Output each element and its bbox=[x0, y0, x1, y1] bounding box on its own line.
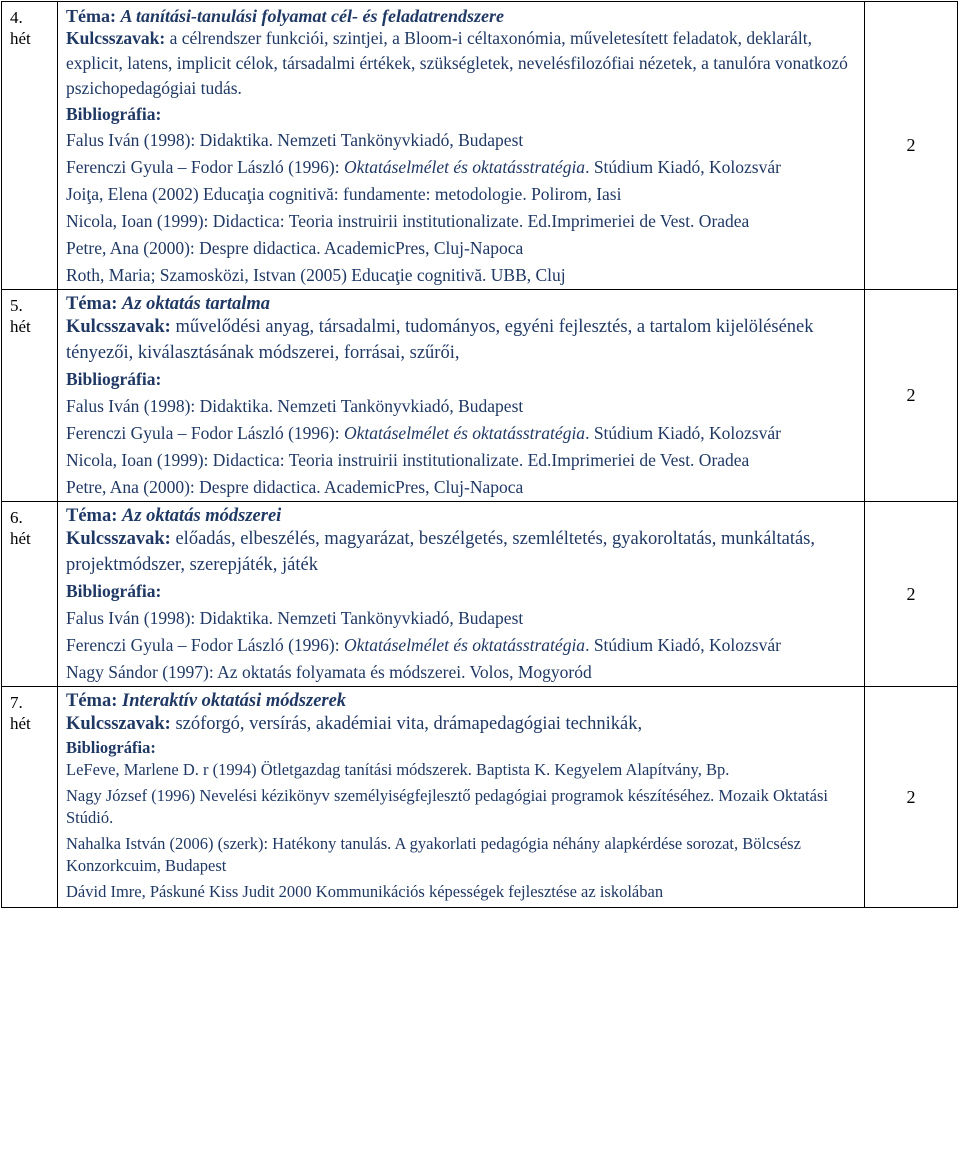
bibliography-entry-pre: Roth, Maria; Szamosközi, Istvan (2005) Educaţie cognitivă. UBB, Cluj bbox=[66, 265, 566, 285]
bibliography-entry bbox=[66, 605, 864, 632]
bibliography-label: Bibliográfia: bbox=[66, 104, 162, 124]
bibliography-block bbox=[66, 366, 864, 501]
hours-value: 2 bbox=[906, 583, 916, 604]
week-unit: hét bbox=[10, 29, 31, 48]
bibliography-entry bbox=[66, 154, 864, 180]
bibliography-entry-pre: Dávid Imre, Páskuné Kiss Judit 2000 Kommunikációs képességek fejlesztése az iskolában bbox=[66, 882, 664, 901]
keywords-block bbox=[66, 314, 864, 366]
topic-label: Téma: bbox=[66, 691, 118, 711]
topic-label: Téma: bbox=[66, 506, 118, 526]
bibliography-entry-pre: LeFeve, Marlene D. r (1994) Ötletgazdag tanítási módszerek. Baptista K. Kegyelem Alapítvány, Bp. bbox=[66, 760, 730, 779]
syllabus-row bbox=[2, 2, 958, 290]
bibliography-entry-post: . Stúdium Kiadó, Kolozsvár bbox=[585, 635, 781, 655]
bibliography-entry-pre: Falus Iván (1998): Didaktika. Nemzeti Tankönyvkiadó, Budapest bbox=[66, 608, 524, 628]
syllabus-row bbox=[2, 502, 958, 687]
keywords-label: Kulcsszavak: bbox=[66, 529, 171, 549]
week-unit: hét bbox=[10, 714, 31, 733]
topic-line bbox=[66, 506, 864, 526]
keywords-text: művelődési anyag, társadalmi, tudományos, egyéni fejlesztés, a tartalom kijelölésének tényezői, kiválasztásának módszerei, forrásai, szűrői, bbox=[66, 317, 814, 363]
keywords-block bbox=[66, 26, 864, 101]
keywords-block bbox=[66, 526, 864, 578]
bibliography-entry bbox=[66, 208, 864, 234]
bibliography-entry-pre: Joiţa, Elena (2002) Educaţia cognitivă: fundamente: metodologie. Polirom, Iasi bbox=[66, 184, 622, 204]
bibliography-list bbox=[66, 393, 864, 501]
week-number: 4. bbox=[10, 8, 23, 27]
keywords-block bbox=[66, 711, 864, 737]
bibliography-label: Bibliográfia: bbox=[66, 581, 162, 601]
hours-cell bbox=[865, 2, 958, 290]
topic-label: Téma: bbox=[66, 294, 118, 314]
bibliography-entry bbox=[66, 127, 864, 153]
week-cell bbox=[2, 290, 58, 502]
hours-cell bbox=[865, 687, 958, 908]
keywords-label: Kulcsszavak: bbox=[66, 28, 166, 48]
week-number: 7. bbox=[10, 693, 23, 712]
week-cell bbox=[2, 502, 58, 687]
bibliography-block bbox=[66, 101, 864, 288]
bibliography-entry-pre: Nagy József (1996) Nevelési kézikönyv személyiségfejlesztő pedagógiai programok készítéséhez. Mozaik Oktatási Stúdió. bbox=[66, 786, 828, 827]
bibliography-entry bbox=[66, 393, 864, 420]
syllabus-row bbox=[2, 290, 958, 502]
topic-title: Az oktatás módszerei bbox=[122, 506, 282, 526]
bibliography-entry-pre: Nicola, Ioan (1999): Didactica: Teoria instruirii institutionalizate. Ed.Imprimeriei de Vest. Oradea bbox=[66, 211, 750, 231]
hours-value: 2 bbox=[906, 385, 916, 405]
bibliography-entry bbox=[66, 833, 864, 877]
bibliography-entry bbox=[66, 420, 864, 447]
bibliography-entry-italic: Oktatáselmélet és oktatásstratégia bbox=[343, 635, 586, 655]
bibliography-entry-pre: Nicola, Ioan (1999): Didactica: Teoria instruirii institutionalizate. Ed.Imprimeriei de Vest. Oradea bbox=[66, 450, 750, 470]
topic-title: Az oktatás tartalma bbox=[122, 294, 271, 314]
hours-cell bbox=[865, 502, 958, 687]
content-cell bbox=[58, 687, 865, 908]
hours-cell bbox=[865, 290, 958, 502]
keywords-text: a célrendszer funkciói, szintjei, a Bloom-i céltaxonómia, műveletesített feladatok, deklarált, explicit, latens, implicit célok, társadalmi értékek, szükségletek, nevelésfilozófiai nézetek, a tanulóra vonatkozó pszichopedagógiai tudás. bbox=[66, 28, 848, 98]
week-unit: hét bbox=[10, 529, 31, 548]
bibliography-block bbox=[66, 578, 864, 686]
syllabus-table bbox=[1, 1, 958, 908]
hours-value: 2 bbox=[906, 786, 916, 807]
week-cell bbox=[2, 2, 58, 290]
bibliography-entry bbox=[66, 262, 864, 288]
bibliography-entry-post: . Stúdium Kiadó, Kolozsvár bbox=[585, 157, 781, 177]
bibliography-entry bbox=[66, 785, 864, 829]
bibliography-entry-pre: Ferenczi Gyula – Fodor László (1996): bbox=[66, 157, 344, 177]
bibliography-entry-italic: Oktatáselmélet és oktatásstratégia bbox=[343, 157, 586, 177]
syllabus-table-body bbox=[2, 2, 958, 908]
bibliography-entry bbox=[66, 881, 864, 903]
topic-line bbox=[66, 691, 864, 711]
week-cell bbox=[2, 687, 58, 908]
bibliography-entry bbox=[66, 659, 864, 686]
content-cell bbox=[58, 502, 865, 687]
bibliography-entry-pre: Petre, Ana (2000): Despre didactica. AcademicPres, Cluj-Napoca bbox=[66, 477, 524, 497]
bibliography-entry-pre: Falus Iván (1998): Didaktika. Nemzeti Tankönyvkiadó, Budapest bbox=[66, 396, 524, 416]
week-unit: hét bbox=[10, 317, 31, 336]
bibliography-entry bbox=[66, 447, 864, 474]
topic-title: Interaktív oktatási módszerek bbox=[122, 691, 347, 711]
bibliography-entry bbox=[66, 235, 864, 261]
bibliography-entry-pre: Petre, Ana (2000): Despre didactica. AcademicPres, Cluj-Napoca bbox=[66, 238, 524, 258]
bibliography-entry-pre: Nahalka István (2006) (szerk): Hatékony tanulás. A gyakorlati pedagógia néhány alapkérdése sorozat, Bölcsész Konzorkcuim, Budapest bbox=[66, 834, 801, 875]
bibliography-block bbox=[66, 737, 864, 903]
topic-label: Téma: bbox=[66, 6, 116, 26]
bibliography-entry bbox=[66, 181, 864, 207]
bibliography-entry-italic: Oktatáselmélet és oktatásstratégia bbox=[343, 423, 586, 443]
topic-title: A tanítási-tanulási folyamat cél- és feladatrendszere bbox=[120, 6, 504, 26]
bibliography-entry bbox=[66, 632, 864, 659]
bibliography-list bbox=[66, 605, 864, 686]
bibliography-entry-pre: Nagy Sándor (1997): Az oktatás folyamata és módszerei. Volos, Mogyoród bbox=[66, 662, 592, 682]
topic-line bbox=[66, 6, 864, 26]
syllabus-row bbox=[2, 687, 958, 908]
week-number: 5. bbox=[10, 296, 23, 315]
bibliography-list bbox=[66, 759, 864, 903]
bibliography-entry bbox=[66, 474, 864, 501]
keywords-label: Kulcsszavak: bbox=[66, 714, 171, 734]
bibliography-entry-pre: Ferenczi Gyula – Fodor László (1996): bbox=[66, 635, 344, 655]
content-cell bbox=[58, 290, 865, 502]
bibliography-label: Bibliográfia: bbox=[66, 738, 156, 757]
bibliography-entry-pre: Falus Iván (1998): Didaktika. Nemzeti Tankönyvkiadó, Budapest bbox=[66, 130, 524, 150]
keywords-text: szóforgó, versírás, akadémiai vita, drámapedagógiai technikák, bbox=[175, 714, 643, 734]
bibliography-entry-pre: Ferenczi Gyula – Fodor László (1996): bbox=[66, 423, 344, 443]
content-cell bbox=[58, 2, 865, 290]
topic-line bbox=[66, 294, 864, 314]
bibliography-entry bbox=[66, 759, 864, 781]
bibliography-entry-post: . Stúdium Kiadó, Kolozsvár bbox=[585, 423, 781, 443]
hours-value: 2 bbox=[906, 135, 916, 155]
bibliography-label: Bibliográfia: bbox=[66, 369, 162, 389]
bibliography-list bbox=[66, 127, 864, 288]
keywords-label: Kulcsszavak: bbox=[66, 317, 171, 337]
week-number: 6. bbox=[10, 508, 23, 527]
keywords-text: előadás, elbeszélés, magyarázat, beszélgetés, szemléltetés, gyakoroltatás, munkáltatás, projektmódszer, szerepjáték, játék bbox=[66, 529, 815, 575]
